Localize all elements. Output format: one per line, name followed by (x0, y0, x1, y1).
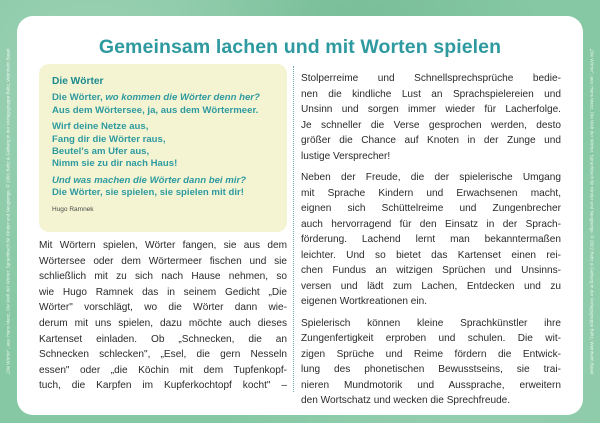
text-line: Mit Wörtern spielen, Wörter fangen, sie aus dem (39, 240, 287, 251)
text-line: eigenen Wortkreationen ein. (301, 296, 428, 307)
text-line: Spielerisch können kleine Sprachkünstler ihre (301, 317, 561, 329)
text-line: nen die kindliche Lust an Sprachspielereien und (301, 88, 561, 100)
poem-line: Fang dir die Wörter raus, (52, 133, 166, 145)
text-line: förderung. Lachend lernt man bekanntermaßen (301, 234, 561, 245)
side-credit-left (2, 18, 14, 405)
poem-stanza-1 (52, 92, 275, 117)
text-line: wie Hugo Ramnek das in seinem Gedicht „Die (39, 286, 287, 298)
poem-line: Und was machen die Wörter dann bei mir? (52, 174, 247, 186)
side-credit-right (586, 18, 598, 405)
text-line: versen und lädt zum Lachen, Entdecken und zu (301, 280, 561, 292)
text-line: auch hervorragend für den Einsatz in der Sprach- (301, 218, 561, 230)
text-line: leichter. Und so bietet das Kartenset einen rei- (301, 249, 561, 261)
text-line: zigen Sprüche und Reime fördern die Entwick- (301, 348, 561, 360)
text-line: Je schneller die Verse gesprochen werden, desto (301, 119, 561, 131)
poem-line: Nimm sie zu dir nach Haus! (52, 158, 178, 170)
poem-line: Die Wörter, sie spielen, sie spielen mit dir! (52, 187, 244, 199)
text-line: Stolperreime und Schnellsprechsprüche bedie- (301, 73, 561, 84)
text-line: lung des phonetischen Bewusstseins, sie trai- (301, 364, 561, 375)
poem-author: Hugo Ramnek (52, 205, 94, 213)
intro-text-right (301, 71, 561, 415)
text-line: den Wortschatz und wecken die Sprechfreude. (301, 395, 511, 406)
page-title: Gemeinsam lachen und mit Worten spielen (98, 36, 502, 58)
column-divider (293, 66, 294, 392)
paragraph (301, 170, 561, 310)
intro-text-left (39, 238, 287, 394)
paragraph (301, 71, 561, 164)
text-line: Unsinn und sorgen immer wieder für Lacherfolge. (301, 104, 561, 115)
text-line: Neben der Freude, die der spielerische Umgang (301, 172, 561, 183)
content-card (17, 16, 583, 415)
poem-line-italic: wo kommen die Wörter denn her? (105, 92, 260, 104)
text-line: essen" oder „die Köchin mit dem Tupfenkopf- (39, 364, 287, 376)
text-line: mit Sprache Kindern und Erwachsenen macht, (301, 187, 561, 199)
poem-line-text: Die Wörter, (52, 92, 106, 104)
text-line: größer die Chance auf Knoten in der Zunge und (301, 135, 561, 146)
text-line: nieren Mundmotorik und Aussprache, erweitern (301, 379, 561, 391)
poem-line: Wirf deine Netze aus, (52, 121, 149, 133)
text-line: tuch, die Karpfen im Kupferkochtopf kocht" – (39, 380, 287, 392)
text-line: schließlich mit zu sich nach Hause nehmen, so (39, 271, 287, 283)
text-line: Wörter" vorschlägt, wo die Wörter dann wie- (39, 302, 287, 314)
text-line: chen Fundus an witzigen Sprüchen und Unsinns- (301, 265, 561, 276)
poem-stanza-3 (52, 175, 275, 200)
text-line: Zungenfertigkeit erproben und schulen. Die wit- (301, 333, 561, 344)
poem-line (52, 92, 275, 104)
poem-line: Aus dem Wörtersee, ja, aus dem Wörtermeer. (52, 104, 259, 116)
text-line: Schnecken schlecken", „Esel, die gern Nesseln (39, 349, 287, 361)
text-line: derum mit uns spielen, dazu möchte auch dieses (39, 317, 287, 329)
poem-stanza-2 (52, 121, 275, 171)
poem-line: Beutel's am Ufer aus, (52, 146, 150, 158)
text-line: Wörtersee oder dem Wörtermeer fischen und sie (39, 255, 287, 267)
text-line: eignen sich Schüttelreime und Zungenbrecher (301, 203, 561, 214)
poem-heading: Die Wörter (52, 76, 104, 87)
text-line: lustige Versprecher! (301, 150, 391, 162)
text-line: Kartenset einladen. Ob „Schnecken, die an (39, 333, 287, 345)
copyright-credit: „Die Wörter", aus: Hans Manz, Die Welt der Wörter. Sprachbuch für Kinder und Neugierige. © 1991 Beltz & Gelberg in der Verlagsgruppe Beltz, Weinheim Basel (5, 48, 11, 375)
copyright-credit: „Die Wörter", aus: Hans Manz, Die Welt der Wörter. Sprachbuch für Kinder und Neugierige. © 2022 Beltz & Gelberg in der Verlagsgruppe Beltz, Weinheim Basel (589, 48, 595, 375)
paragraph (301, 316, 561, 409)
poem-box (39, 64, 287, 232)
